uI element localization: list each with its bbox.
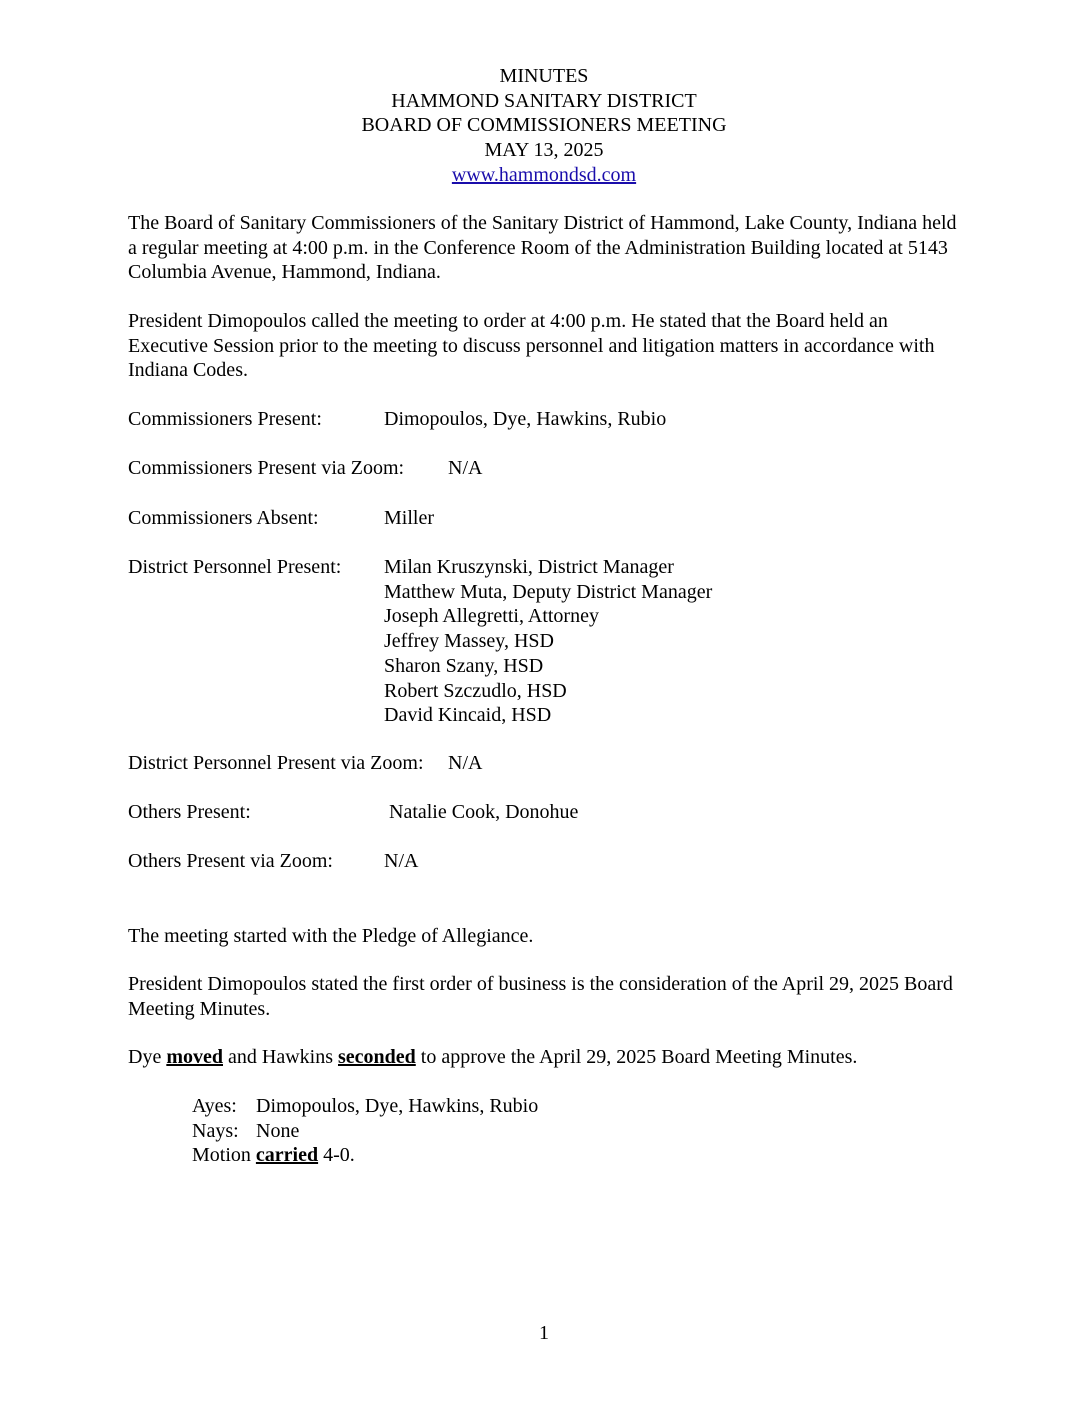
others-present-value: Natalie Cook, Donohue [389, 801, 579, 823]
others-zoom-value: N/A [384, 850, 419, 872]
commissioners-present-value: Dimopoulos, Dye, Hawkins, Rubio [384, 408, 667, 430]
header-organization: HAMMOND SANITARY DISTRICT [391, 89, 697, 112]
others-present-label: Others Present: [128, 801, 251, 823]
vote-block [192, 1094, 538, 1168]
motion-mover: Dye [128, 1046, 162, 1068]
commissioners-absent-value: Miller [384, 507, 434, 529]
carried-word: carried [255, 1144, 319, 1167]
nays-value: None [256, 1119, 300, 1142]
motion-paragraph [128, 1045, 968, 1070]
motion-word: Motion [192, 1144, 251, 1167]
motion-and-text: and Hawkins [228, 1046, 333, 1068]
intro-paragraph: The Board of Sanitary Commissioners of the Sanitary District of Hammond, Lake County, Indiana held a regular meeting at 4:00 p.m. in the Conference Room of the Administration Building located at 5143 Columbia Avenue, Hammond, Indiana. [128, 212, 957, 284]
personnel-item: Milan Kruszynski, District Manager [384, 556, 674, 578]
seconded-word: seconded [337, 1046, 416, 1068]
pledge-paragraph: The meeting started with the Pledge of Allegiance. [128, 925, 534, 947]
ayes-label: Ayes: [192, 1095, 237, 1117]
website-link[interactable]: www.hammondsd.com [451, 163, 637, 186]
header-meeting-type: BOARD OF COMMISSIONERS MEETING [361, 114, 727, 137]
others-zoom-label: Others Present via Zoom: [128, 850, 333, 872]
first-order-paragraph: President Dimopoulos stated the first order of business is the consideration of the April 29, 2025 Board Meeting Minutes. [128, 973, 953, 1020]
personnel-zoom-value: N/A [448, 752, 483, 774]
header-title: MINUTES [499, 65, 589, 87]
nays-line [192, 1119, 538, 1144]
motion-rest: to approve the April 29, 2025 Board Meeting Minutes. [420, 1046, 858, 1068]
call-to-order-paragraph: President Dimopoulos called the meeting to order at 4:00 p.m. He stated that the Board held an Executive Session prior to the meeting to discuss personnel and litigation matters in accordance with Indiana Codes. [128, 310, 935, 382]
commissioners-zoom-label: Commissioners Present via Zoom: [128, 457, 405, 479]
minutes-header [0, 64, 1088, 188]
moved-word: moved [166, 1046, 223, 1068]
personnel-zoom-label: District Personnel Present via Zoom: [128, 752, 424, 774]
district-personnel-list [384, 555, 712, 728]
district-personnel-label: District Personnel Present: [128, 556, 342, 578]
personnel-item: Jeffrey Massey, HSD [384, 630, 554, 653]
personnel-item: Robert Szczudlo, HSD [384, 679, 567, 702]
nays-label: Nays: [192, 1119, 239, 1142]
personnel-item: Matthew Muta, Deputy District Manager [384, 580, 713, 603]
personnel-item: Joseph Allegretti, Attorney [384, 605, 599, 628]
page-number: 1 [539, 1322, 549, 1344]
header-date: MAY 13, 2025 [484, 139, 604, 162]
personnel-item: Sharon Szany, HSD [384, 654, 544, 677]
commissioners-absent-label: Commissioners Absent: [128, 507, 319, 529]
commissioners-present-label: Commissioners Present: [128, 408, 322, 430]
commissioners-zoom-value: N/A [448, 457, 483, 479]
motion-result: 4-0. [323, 1144, 355, 1167]
ayes-value: Dimopoulos, Dye, Hawkins, Rubio [256, 1095, 539, 1117]
motion-result-line [192, 1143, 538, 1168]
personnel-item: David Kincaid, HSD [384, 704, 552, 727]
ayes-line [192, 1094, 538, 1119]
